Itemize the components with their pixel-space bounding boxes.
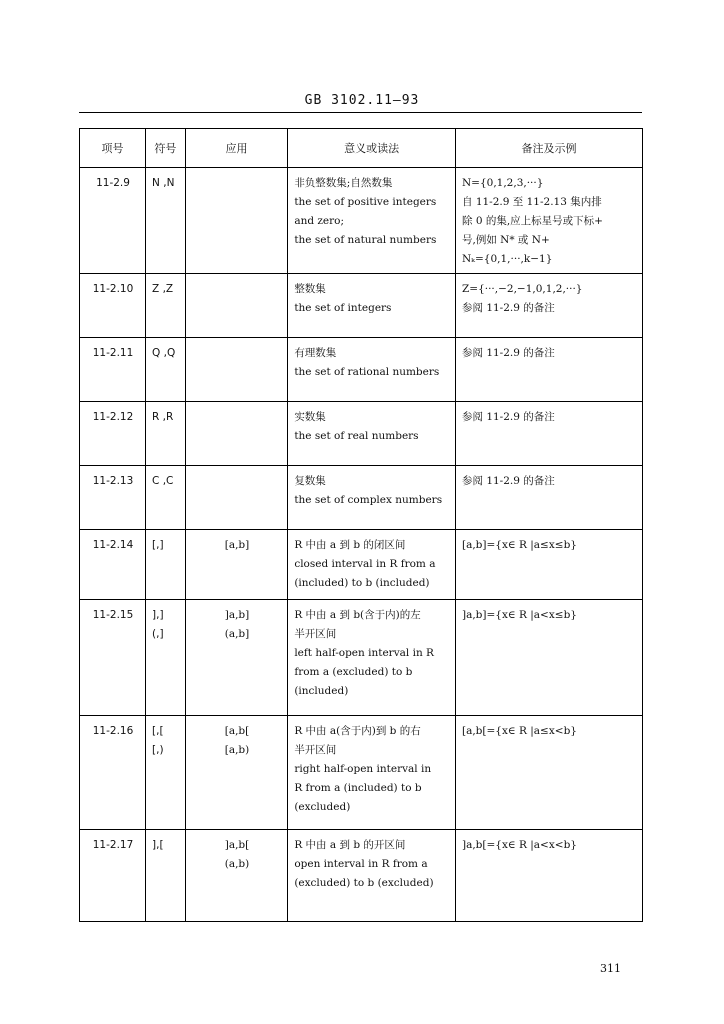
column-header-application: 应用	[185, 129, 288, 168]
table-row	[80, 338, 643, 402]
application-cell	[185, 530, 288, 600]
meaning-line: the set of positive integers	[294, 196, 437, 208]
application-cell	[185, 830, 288, 922]
meaning-line: open interval in R from a	[294, 858, 428, 870]
meaning-cell	[288, 402, 456, 466]
document-header: GB 3102.11—93	[304, 93, 420, 108]
symbol-cell	[146, 338, 186, 402]
meaning-line: and zero;	[294, 215, 345, 227]
item-number-cell: 11-2.15	[80, 600, 146, 716]
symbol-cell	[146, 530, 186, 600]
meaning-line: 非负整数集;自然数集	[294, 177, 393, 189]
symbol-text: [,[	[152, 725, 164, 737]
notes-line: 参阅 11-2.9 的备注	[461, 475, 555, 487]
item-number-cell: 11-2.14	[80, 530, 146, 600]
table-header-row	[80, 129, 643, 168]
meaning-cell	[288, 466, 456, 530]
meaning-line: (excluded)	[294, 801, 351, 813]
notes-line: Z={···,−2,−1,0,1,2,···}	[461, 283, 583, 295]
notes-line: [a,b]={x∈ R |a≤x≤b}	[461, 539, 577, 551]
application-text: ]a,b]	[224, 609, 250, 621]
meaning-line: R 中由 a 到 b 的闭区间	[294, 539, 406, 551]
symbol-text: [,)	[152, 744, 164, 756]
notes-cell	[455, 530, 642, 600]
meaning-line: the set of rational numbers	[294, 366, 440, 378]
meaning-line: 半开区间	[294, 628, 337, 640]
column-header-notes: 备注及示例	[455, 129, 642, 168]
symbol-text: R ,R	[152, 411, 174, 423]
symbol-cell	[146, 830, 186, 922]
meaning-line: 有理数集	[294, 347, 337, 359]
table-row	[80, 274, 643, 338]
notes-line: 参阅 11-2.9 的备注	[461, 302, 555, 314]
symbol-cell	[146, 274, 186, 338]
notes-line: ]a,b[={x∈ R |a<x<b}	[461, 839, 577, 851]
notes-line: ]a,b]={x∈ R |a<x≤b}	[461, 609, 577, 621]
notes-line: 除 0 的集,应上标星号或下标+	[461, 215, 603, 227]
item-number-cell: 11-2.11	[80, 338, 146, 402]
table-row	[80, 168, 643, 274]
meaning-line: from a (excluded) to b	[294, 666, 413, 678]
symbol-cell	[146, 466, 186, 530]
item-number-cell: 11-2.17	[80, 830, 146, 922]
item-number-cell: 11-2.16	[80, 716, 146, 830]
meaning-line: (included)	[294, 685, 349, 697]
item-number-cell: 11-2.9	[80, 168, 146, 274]
notes-cell	[455, 466, 642, 530]
symbol-text: ],]	[152, 609, 164, 621]
symbol-text: [,]	[152, 539, 164, 551]
application-text: (a,b]	[224, 628, 250, 640]
notes-line: 号,例如 N* 或 N+	[461, 234, 550, 246]
meaning-line: 复数集	[294, 475, 326, 487]
notes-cell	[455, 274, 642, 338]
meaning-line: the set of integers	[294, 302, 392, 314]
meaning-line: 半开区间	[294, 744, 337, 756]
notes-line: N={0,1,2,3,···}	[461, 177, 544, 189]
meaning-line: right half-open interval in	[294, 763, 432, 775]
application-cell	[185, 466, 288, 530]
meaning-line: 整数集	[294, 283, 326, 295]
notes-cell	[455, 168, 642, 274]
notes-line: 参阅 11-2.9 的备注	[461, 347, 555, 359]
meaning-line: the set of complex numbers	[294, 494, 443, 506]
column-header-symbol: 符号	[146, 129, 186, 168]
application-text: [a,b)	[224, 744, 250, 756]
symbol-cell	[146, 168, 186, 274]
symbols-table	[79, 128, 643, 922]
item-number-cell: 11-2.12	[80, 402, 146, 466]
meaning-line: R 中由 a 到 b(含于内)的左	[294, 609, 421, 621]
meaning-line: 实数集	[294, 411, 326, 423]
table-row	[80, 466, 643, 530]
meaning-line: closed interval in R from a	[294, 558, 436, 570]
page-number: 311	[600, 962, 621, 975]
header-rule	[79, 112, 642, 113]
table-row	[80, 402, 643, 466]
meaning-cell	[288, 830, 456, 922]
table-row	[80, 830, 643, 922]
table-row	[80, 530, 643, 600]
meaning-cell	[288, 716, 456, 830]
meaning-cell	[288, 600, 456, 716]
notes-line: Nₖ={0,1,···,k−1}	[461, 253, 553, 265]
symbol-text: C ,C	[152, 475, 174, 487]
application-text: ]a,b[	[224, 839, 250, 851]
notes-cell	[455, 600, 642, 716]
table-row	[80, 600, 643, 716]
meaning-line: R 中由 a 到 b 的开区间	[294, 839, 406, 851]
item-number-cell: 11-2.10	[80, 274, 146, 338]
application-cell	[185, 168, 288, 274]
notes-cell	[455, 402, 642, 466]
item-number-cell: 11-2.13	[80, 466, 146, 530]
meaning-cell	[288, 274, 456, 338]
application-cell	[185, 338, 288, 402]
table-body	[80, 168, 643, 922]
meaning-line: (excluded) to b (excluded)	[294, 877, 434, 889]
meaning-line: R from a (included) to b	[294, 782, 422, 794]
meaning-line: R 中由 a(含于内)到 b 的右	[294, 725, 421, 737]
symbol-text: Q ,Q	[152, 347, 176, 359]
notes-cell	[455, 830, 642, 922]
symbol-cell	[146, 600, 186, 716]
notes-cell	[455, 338, 642, 402]
symbol-text: (,]	[152, 628, 164, 640]
notes-line: 参阅 11-2.9 的备注	[461, 411, 555, 423]
application-cell	[185, 402, 288, 466]
table-row	[80, 716, 643, 830]
meaning-line: left half-open interval in R	[294, 647, 434, 659]
meaning-cell	[288, 338, 456, 402]
application-cell	[185, 716, 288, 830]
application-text: (a,b)	[224, 858, 250, 870]
meaning-line: (included) to b (included)	[294, 577, 430, 589]
symbol-text: Z ,Z	[152, 283, 174, 295]
column-header-item: 项号	[80, 129, 146, 168]
symbol-text: N ,N	[152, 177, 175, 189]
column-header-meaning: 意义或读法	[288, 129, 456, 168]
meaning-line: the set of real numbers	[294, 430, 419, 442]
notes-line: [a,b[={x∈ R |a≤x<b}	[461, 725, 577, 737]
notes-line: 自 11-2.9 至 11-2.13 集内排	[461, 196, 602, 208]
symbol-cell	[146, 716, 186, 830]
application-text: [a,b[	[224, 725, 250, 737]
application-text: [a,b]	[224, 539, 250, 551]
notes-cell	[455, 716, 642, 830]
meaning-line: the set of natural numbers	[294, 234, 437, 246]
meaning-cell	[288, 530, 456, 600]
application-cell	[185, 600, 288, 716]
symbol-text: ],[	[152, 839, 164, 851]
meaning-cell	[288, 168, 456, 274]
symbol-cell	[146, 402, 186, 466]
application-cell	[185, 274, 288, 338]
